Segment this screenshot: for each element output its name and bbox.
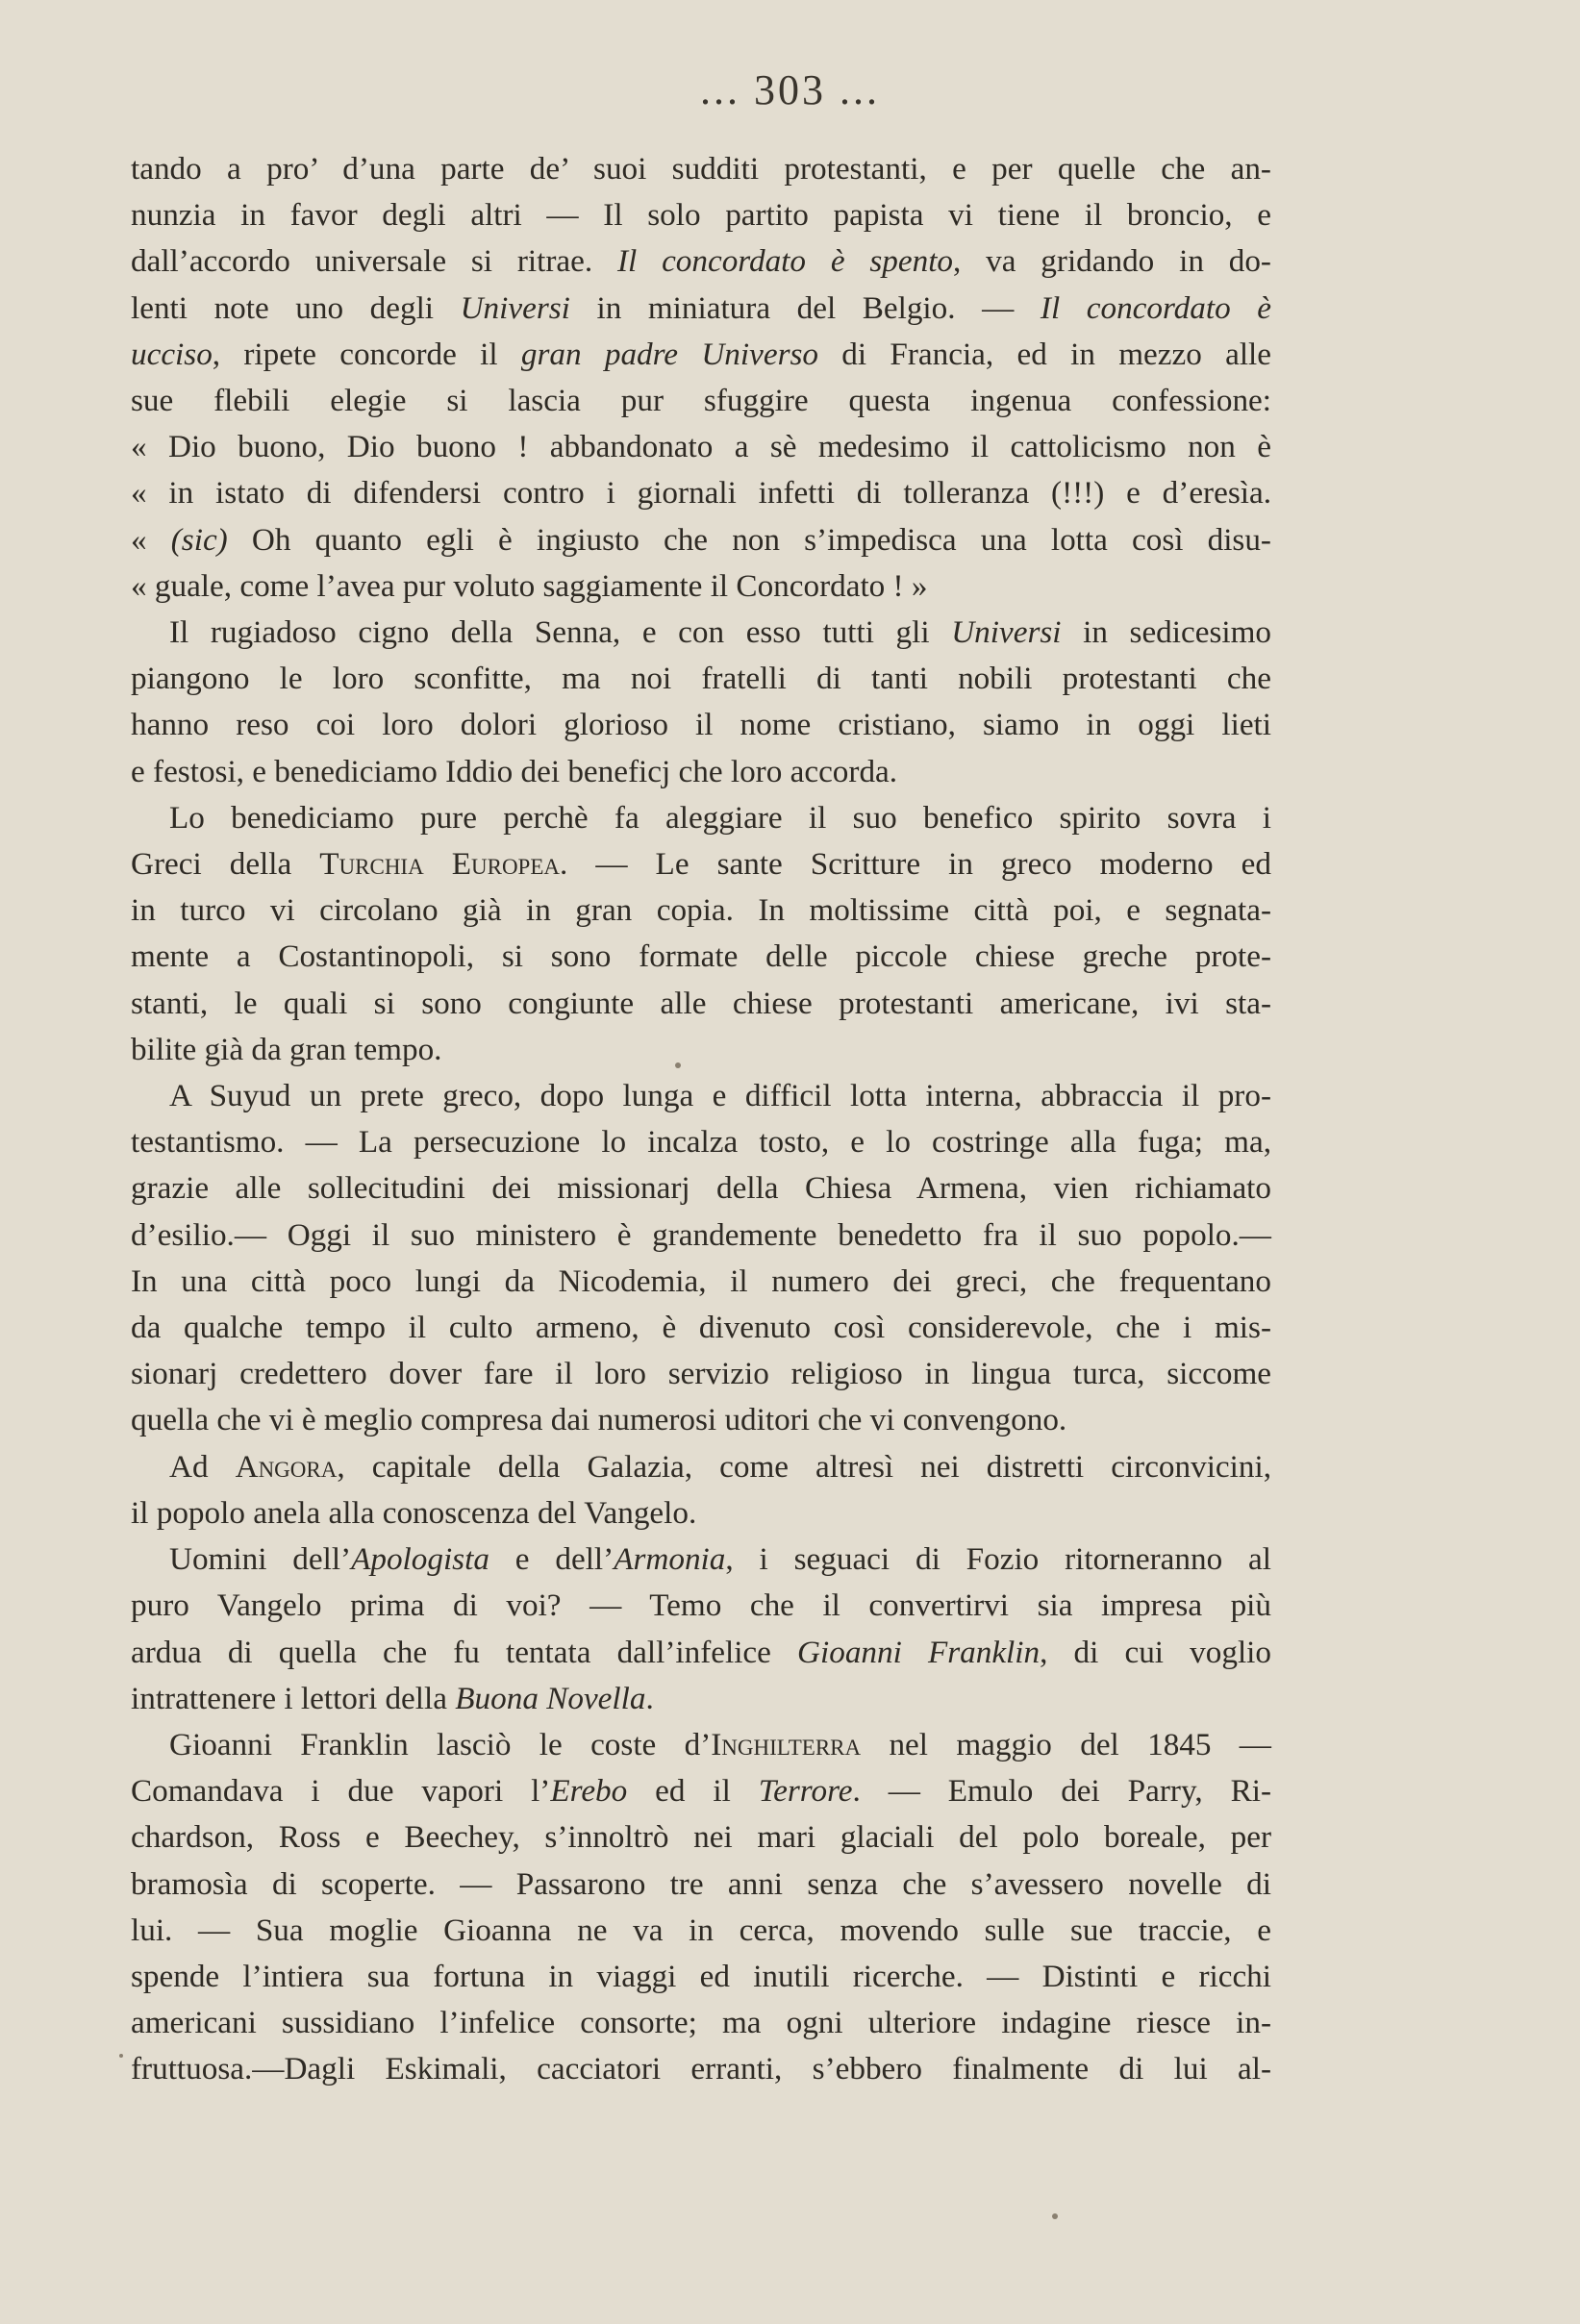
paragraph — [131, 795, 1271, 1073]
italic-text: Il concordato è — [1040, 289, 1271, 326]
text-line — [131, 238, 1271, 285]
small-caps-text: Inghilterra — [711, 1726, 862, 1762]
text-run: grazie alle sollecitudini dei missionarj della Chiesa Armena, vien richiamato — [131, 1170, 1271, 1207]
paragraph — [131, 1444, 1271, 1537]
body-text — [131, 146, 1271, 2093]
text-line — [131, 1722, 1271, 1768]
text-line — [131, 332, 1271, 378]
text-line — [131, 841, 1271, 887]
text-run: dall’accordo universale si ritrae. — [131, 243, 617, 280]
text-line — [131, 1768, 1271, 1814]
text-line — [131, 1027, 1271, 1073]
text-line — [131, 378, 1271, 424]
text-run: in sedicesimo — [1061, 614, 1271, 651]
text-run: lenti note uno degli — [131, 289, 461, 326]
text-run: di Francia, ed in mezzo alle — [818, 336, 1271, 372]
paragraph — [131, 1537, 1271, 1722]
text-run: nel maggio del 1845 — — [861, 1726, 1271, 1762]
text-run: nunzia in favor degli altri — Il solo partito papista vi tiene il broncio, e — [131, 197, 1271, 234]
text-run: chardson, Ross e Beechey, s’innoltrò nei mari glaciali del polo boreale, per — [131, 1819, 1271, 1856]
text-line — [131, 1583, 1271, 1629]
small-caps-text: Turchia Europea — [319, 846, 561, 883]
text-run: americani sussidiano l’infelice consorte; ma ogni ulteriore indagine riesce in- — [131, 2005, 1271, 2041]
text-line — [131, 981, 1271, 1027]
text-line — [131, 1444, 1271, 1490]
page-number: ... 303 ... — [700, 66, 880, 113]
text-line — [131, 286, 1271, 332]
text-line — [131, 1630, 1271, 1676]
text-run: e dell’ — [489, 1541, 614, 1578]
text-run: da qualche tempo il culto armeno, è divenuto così considerevole, che i mis- — [131, 1310, 1271, 1346]
print-speck — [675, 1062, 681, 1068]
text-run: A Suyud un prete greco, dopo lunga e difficil lotta interna, abbraccia il pro- — [169, 1078, 1271, 1114]
text-run: Comandava i due vapori l’ — [131, 1773, 551, 1810]
italic-text: Apologista — [351, 1541, 489, 1578]
text-line — [131, 2000, 1271, 2046]
text-run: Greci della — [131, 846, 320, 883]
text-run: , ripete concorde il — [212, 336, 521, 372]
text-line — [131, 1165, 1271, 1212]
text-line — [131, 1537, 1271, 1583]
text-line — [131, 517, 1271, 563]
text-line — [131, 192, 1271, 238]
text-run: , i seguaci di Fozio ritorneranno al — [725, 1541, 1271, 1578]
text-line — [131, 1212, 1271, 1259]
text-line — [131, 424, 1271, 470]
text-line — [131, 1259, 1271, 1305]
text-run: in turco vi circolano già in gran copia. In moltissime città poi, e segnata- — [131, 892, 1271, 929]
text-line — [131, 610, 1271, 656]
text-run: . — Le sante Scritture in greco moderno ed — [560, 846, 1271, 883]
italic-text: Gioanni Franklin — [797, 1634, 1041, 1670]
text-line — [131, 563, 1271, 610]
paragraph — [131, 610, 1271, 795]
text-run: quella che vi è meglio compresa dai numerosi uditori che vi convengono. — [131, 1402, 1067, 1438]
text-run: d’esilio.— Oggi il suo ministero è grandemente benedetto fra il suo popolo.— — [131, 1216, 1271, 1253]
text-run: piangono le loro sconfitte, ma noi fratelli di tanti nobili protestanti che — [131, 661, 1271, 697]
italic-text: Universi — [460, 289, 570, 326]
text-run: hanno reso coi loro dolori glorioso il nome cristiano, siamo in oggi lieti — [131, 707, 1271, 743]
text-run: ed il — [627, 1773, 759, 1810]
paragraph — [131, 1722, 1271, 2093]
text-line — [131, 470, 1271, 516]
text-run: il popolo anela alla conoscenza del Vangelo. — [131, 1494, 697, 1531]
print-speck — [1052, 2213, 1058, 2219]
italic-text: (sic) — [170, 521, 228, 558]
text-line — [131, 1954, 1271, 2000]
text-run: lui. — Sua moglie Gioanna ne va in cerca, movendo sulle sue traccie, e — [131, 1912, 1271, 1948]
text-run: « in istato di difendersi contro i giornali infetti di tolleranza (!!!) e d’eresìa. — [131, 475, 1271, 512]
text-run: testantismo. — La persecuzione lo incalza tosto, e lo costringe alla fuga; ma, — [131, 1124, 1271, 1161]
text-line — [131, 1397, 1271, 1443]
italic-text: gran padre Universo — [520, 336, 818, 372]
text-run: Ad — [169, 1448, 236, 1485]
text-run: sue flebili elegie si lascia pur sfuggire questa ingenua confessione: — [131, 383, 1271, 419]
text-run: Lo benediciamo pure perchè fa aleggiare il suo benefico spirito sovra i — [169, 799, 1271, 836]
text-line — [131, 1814, 1271, 1861]
text-line — [131, 702, 1271, 748]
text-run: tando a pro’ d’una parte de’ suoi sudditi protestanti, e per quelle che an- — [131, 151, 1271, 187]
text-line — [131, 749, 1271, 795]
italic-text: ucciso — [131, 336, 213, 372]
text-line — [131, 1676, 1271, 1722]
text-line — [131, 934, 1271, 980]
text-run: Gioanni Franklin lasciò le coste d’ — [169, 1726, 712, 1762]
small-caps-text: Angora — [235, 1448, 338, 1485]
text-line — [131, 1908, 1271, 1954]
text-run: puro Vangelo prima di voi? — Temo che il convertirvi sia impresa più — [131, 1587, 1271, 1624]
paragraph — [131, 146, 1271, 610]
italic-text: Erebo — [550, 1773, 628, 1810]
italic-text: Armonia — [614, 1541, 726, 1578]
text-line — [131, 1490, 1271, 1537]
text-line — [131, 2046, 1271, 2092]
text-run: e festosi, e benediciamo Iddio dei beneficj che loro accorda. — [131, 753, 898, 789]
text-line — [131, 795, 1271, 841]
text-run: , va gridando in do- — [953, 243, 1271, 280]
text-run: . — Emulo dei Parry, Ri- — [852, 1773, 1271, 1810]
text-run: Oh quanto egli è ingiusto che non s’impedisca una lotta così disu- — [227, 521, 1271, 558]
italic-text: Universi — [951, 614, 1062, 651]
text-run: stanti, le quali si sono congiunte alle chiese protestanti americane, ivi sta- — [131, 985, 1271, 1021]
text-run: spende l’intiera sua fortuna in viaggi ed inutili ricerche. — Distinti e ricchi — [131, 1958, 1271, 1994]
text-line — [131, 1351, 1271, 1397]
italic-text: Terrore — [758, 1773, 853, 1810]
text-line — [131, 887, 1271, 934]
text-run: ardua di quella che fu tentata dall’infelice — [131, 1634, 798, 1670]
text-run: « Dio buono, Dio buono ! abbandonato a sè medesimo il cattolicismo non è — [131, 429, 1271, 465]
text-run: bramosìa di scoperte. — Passarono tre anni senza che s’avessero novelle di — [131, 1865, 1271, 1902]
text-run: . — [645, 1680, 654, 1716]
text-run: , di cui voglio — [1040, 1634, 1271, 1670]
text-line — [131, 1073, 1271, 1119]
text-run: , capitale della Galazia, come altresì nei distretti circonvicini, — [337, 1448, 1271, 1485]
text-line — [131, 146, 1271, 192]
italic-text: Buona Novella — [455, 1680, 646, 1716]
text-run: in miniatura del Belgio. — — [569, 289, 1041, 326]
text-run: bilite già da gran tempo. — [131, 1031, 442, 1067]
text-line — [131, 656, 1271, 702]
text-run: In una città poco lungi da Nicodemia, il numero dei greci, che frequentano — [131, 1262, 1271, 1299]
italic-text: Il concordato è spento — [616, 243, 954, 280]
paragraph — [131, 1073, 1271, 1444]
print-speck — [119, 2054, 123, 2058]
text-run: intrattenere i lettori della — [131, 1680, 456, 1716]
text-run: fruttuosa.—Dagli Eskimali, cacciatori erranti, s’ebbero finalmente di lui al- — [131, 2051, 1271, 2087]
text-run: « — [131, 521, 171, 558]
text-run: mente a Costantinopoli, si sono formate delle piccole chiese greche prote- — [131, 938, 1271, 975]
text-line — [131, 1305, 1271, 1351]
text-run: Il rugiadoso cigno della Senna, e con esso tutti gli — [169, 614, 952, 651]
text-line — [131, 1862, 1271, 1908]
text-run: Uomini dell’ — [169, 1541, 352, 1578]
text-line — [131, 1119, 1271, 1165]
text-run: « guale, come l’avea pur voluto saggiamente il Concordato ! » — [131, 567, 928, 604]
text-run: sionarj credettero dover fare il loro servizio religioso in lingua turca, siccome — [131, 1356, 1271, 1392]
